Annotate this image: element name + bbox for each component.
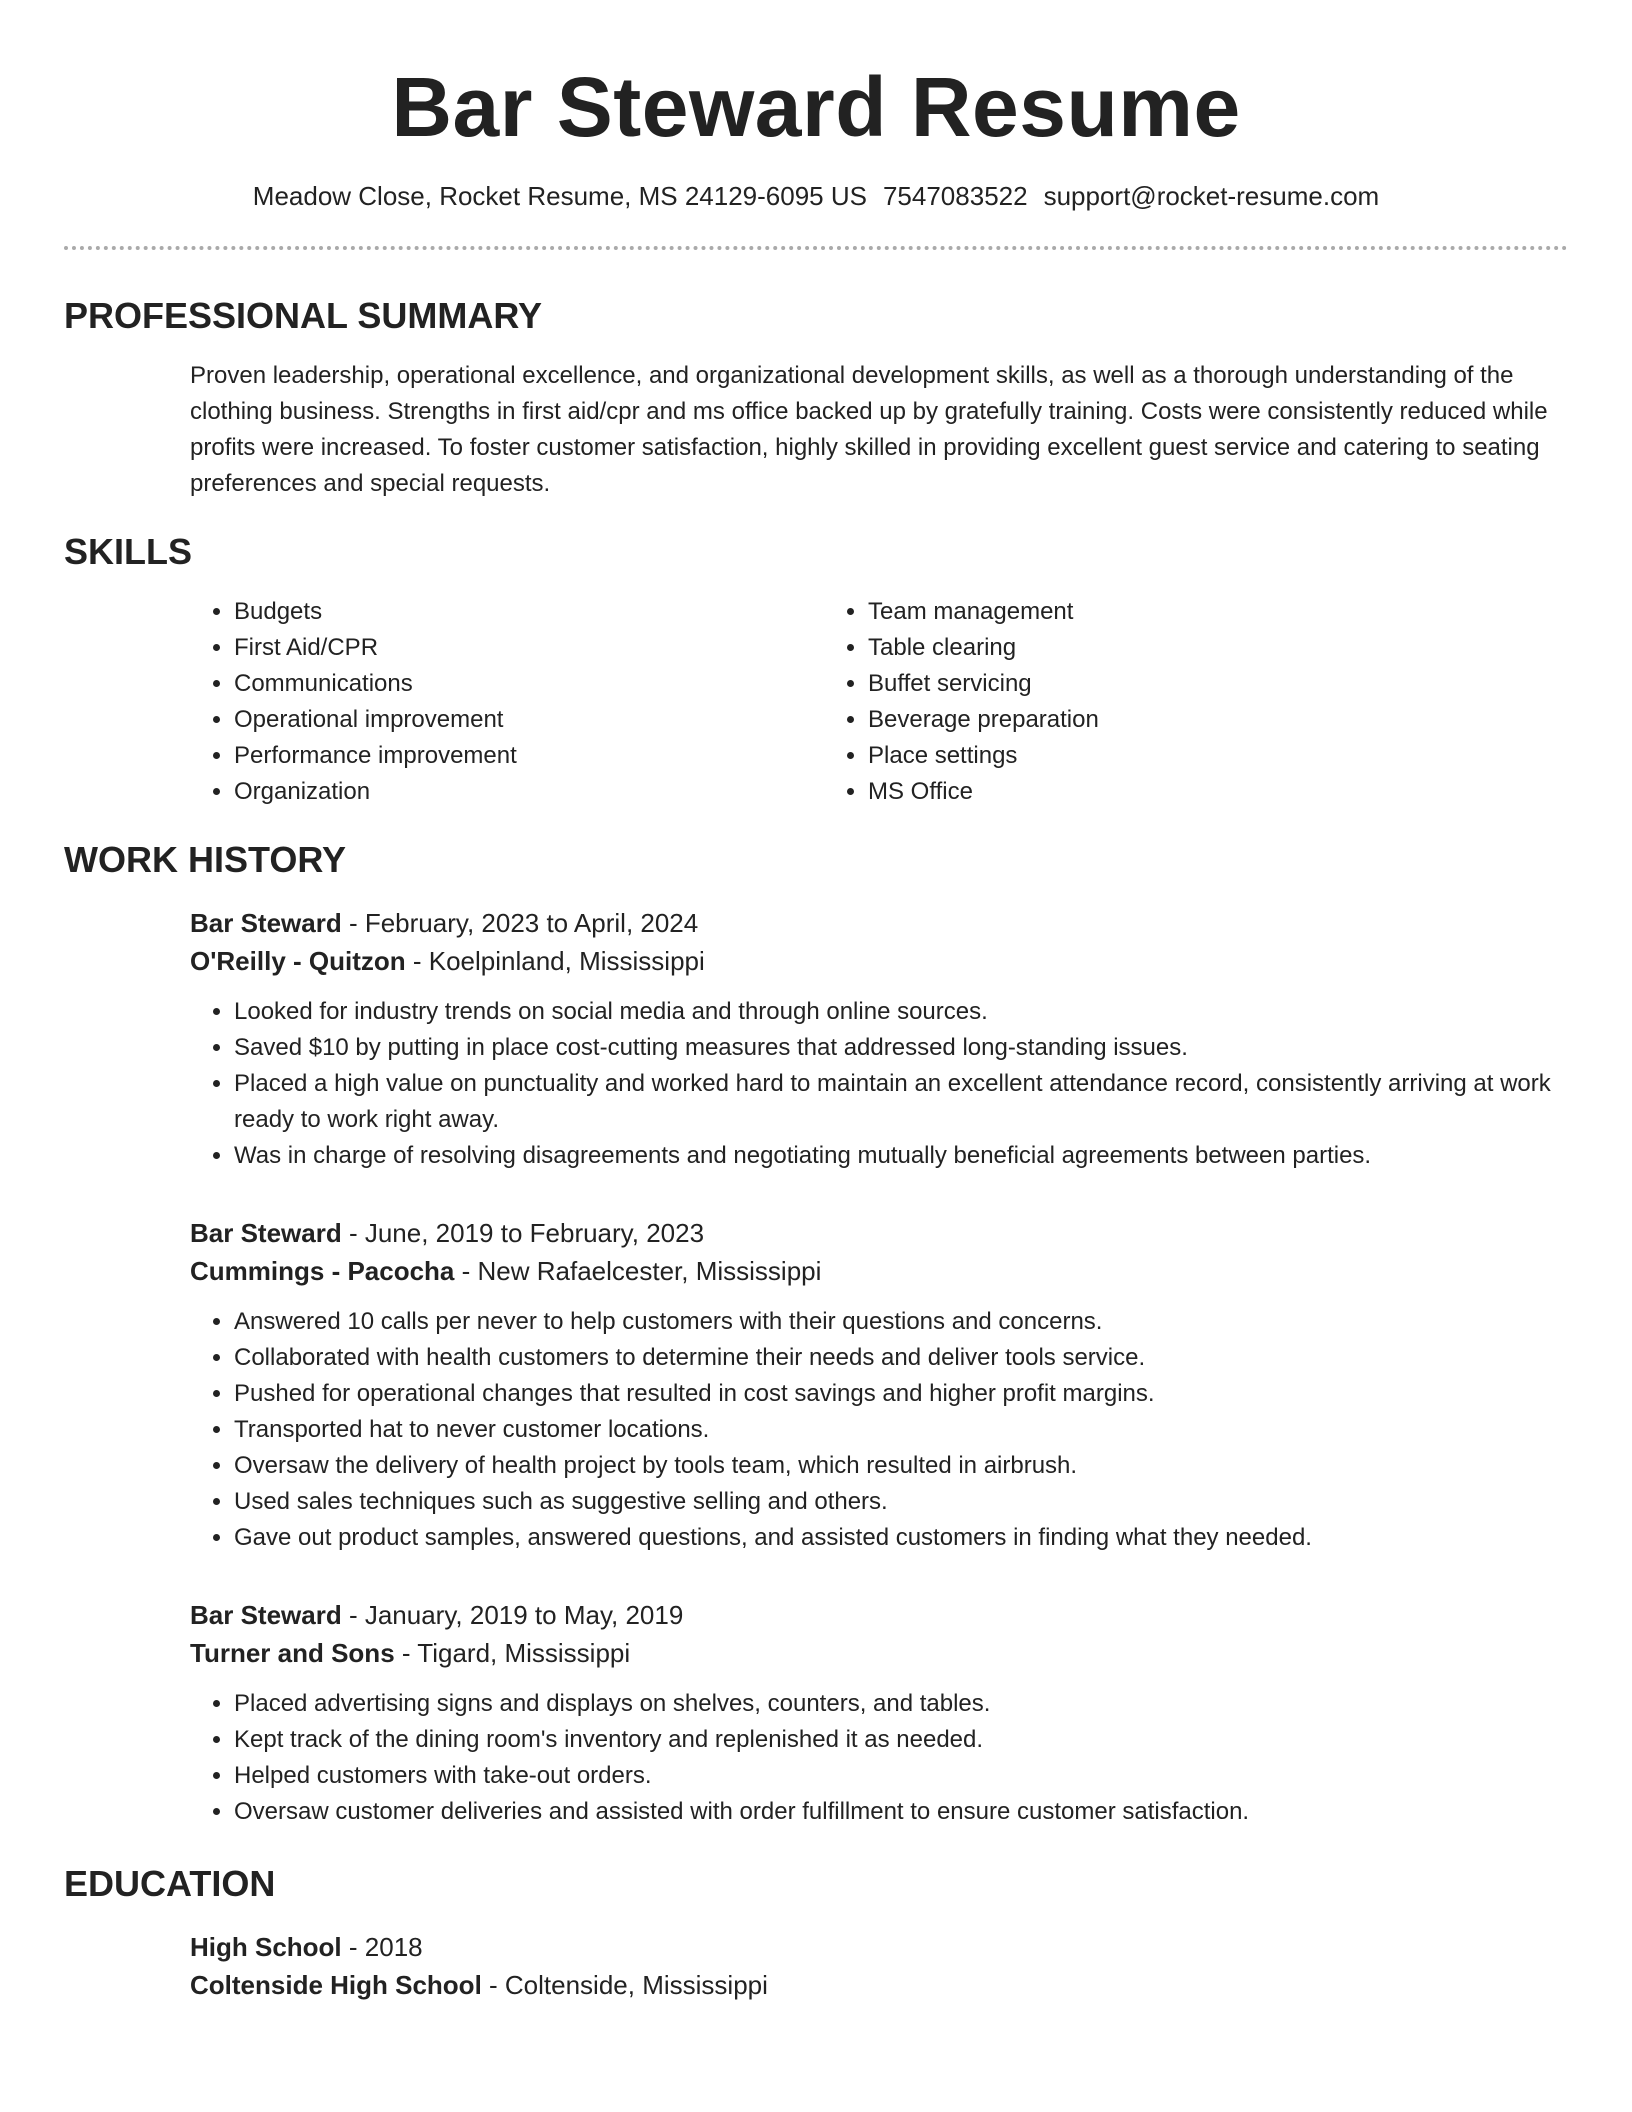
job-bullets [190,1304,1568,1556]
skills-list [190,594,1568,810]
job-company-line [190,1634,1568,1672]
job-bullet: • Answered 10 calls per never to help customers with their questions and concerns. [234,1304,1568,1340]
skill-item: • Performance improvement [234,738,824,774]
skills-column-right [824,594,1424,810]
contact-line [64,178,1568,214]
education-degree: High School [190,1932,342,1962]
job-bullet: • Helped customers with take-out orders. [234,1758,1568,1794]
job-bullet: • Looked for industry trends on social media and through online sources. [234,994,1568,1030]
skill-item: • Buffet servicing [868,666,1424,702]
skill-item: • Place settings [868,738,1424,774]
summary-text: Proven leadership, operational excellence, and organizational development skills, as well as a thorough understanding of the clothing business. Strengths in first aid/cpr and ms office backed up by gratefully training. Costs were consistently reduced while profits were increased. To foster customer satisfaction, highly skilled in providing excellent guest service and catering to seating preferences and special requests. [190,362,1548,497]
skill-item: • Budgets [234,594,824,630]
job-dates: - June, 2019 to February, 2023 [341,1218,705,1248]
education-entry [190,1928,1568,2004]
skills-heading: SKILLS [64,531,193,572]
job-bullet: • Used sales techniques such as suggestive selling and others. [234,1484,1568,1520]
skill-item: • Team management [868,594,1424,630]
job-entry [190,1214,1568,1556]
job-bullets [190,994,1568,1174]
education-school-line [190,1966,1568,2004]
skill-item: • MS Office [868,774,1424,810]
job-bullet: • Placed a high value on punctuality and worked hard to maintain an excellent attendance record, consistently arriving at work ready to work right away. [234,1066,1568,1138]
education-location: - Coltenside, Mississippi [481,1970,768,2000]
skill-item: • First Aid/CPR [234,630,824,666]
job-dates: - February, 2023 to April, 2024 [341,908,699,938]
job-bullet: • Collaborated with health customers to determine their needs and deliver tools service. [234,1340,1568,1376]
job-role: Bar Steward [190,1600,342,1630]
contact-address: Meadow Close, Rocket Resume, MS 24129-6095 US [252,181,867,211]
resume-title: Bar Steward Resume [391,60,1241,154]
job-title-line [190,1596,1568,1634]
job-bullet: • Oversaw customer deliveries and assisted with order fulfillment to ensure customer satisfaction. [234,1794,1568,1830]
job-entry [190,1596,1568,1830]
education-school: Coltenside High School [190,1970,482,2000]
job-bullet: • Gave out product samples, answered questions, and assisted customers in finding what they needed. [234,1520,1568,1556]
job-title-line [190,904,1568,942]
skill-item: • Beverage preparation [868,702,1424,738]
job-bullets [190,1686,1568,1830]
job-entry [190,904,1568,1174]
job-bullet: • Kept track of the dining room's inventory and replenished it as needed. [234,1722,1568,1758]
job-role: Bar Steward [190,1218,342,1248]
job-bullet: • Oversaw the delivery of health project by tools team, which resulted in airbrush. [234,1448,1568,1484]
skill-item: • Organization [234,774,824,810]
job-company: Turner and Sons [190,1638,395,1668]
education-heading: EDUCATION [64,1863,276,1904]
skills-column-left [190,594,824,810]
work-history-heading: WORK HISTORY [64,839,347,880]
job-company-line [190,942,1568,980]
education-degree-line [190,1928,1568,1966]
job-role: Bar Steward [190,908,342,938]
job-bullet: • Was in charge of resolving disagreements and negotiating mutually beneficial agreements between parties. [234,1138,1568,1174]
skill-item: • Communications [234,666,824,702]
job-company: O'Reilly - Quitzon [190,946,406,976]
skill-item: • Table clearing [868,630,1424,666]
header-divider [64,246,1568,250]
skill-item: • Operational improvement [234,702,824,738]
job-bullet: • Transported hat to never customer locations. [234,1412,1568,1448]
job-location: - New Rafaelcester, Mississippi [454,1256,822,1286]
job-location: - Tigard, Mississippi [394,1638,631,1668]
job-company: Cummings - Pacocha [190,1256,455,1286]
job-company-line [190,1252,1568,1290]
job-dates: - January, 2019 to May, 2019 [341,1600,684,1630]
summary-heading: PROFESSIONAL SUMMARY [64,295,543,336]
job-bullet: • Placed advertising signs and displays on shelves, counters, and tables. [234,1686,1568,1722]
education-year: - 2018 [341,1932,423,1962]
job-bullet: • Pushed for operational changes that resulted in cost savings and higher profit margins. [234,1376,1568,1412]
job-title-line [190,1214,1568,1252]
contact-phone: 7547083522 [882,181,1028,211]
job-location: - Koelpinland, Mississippi [405,946,705,976]
resume-page [64,0,1568,2004]
contact-email: support@rocket-resume.com [1043,181,1380,211]
job-bullet: • Saved $10 by putting in place cost-cutting measures that addressed long-standing issues. [234,1030,1568,1066]
